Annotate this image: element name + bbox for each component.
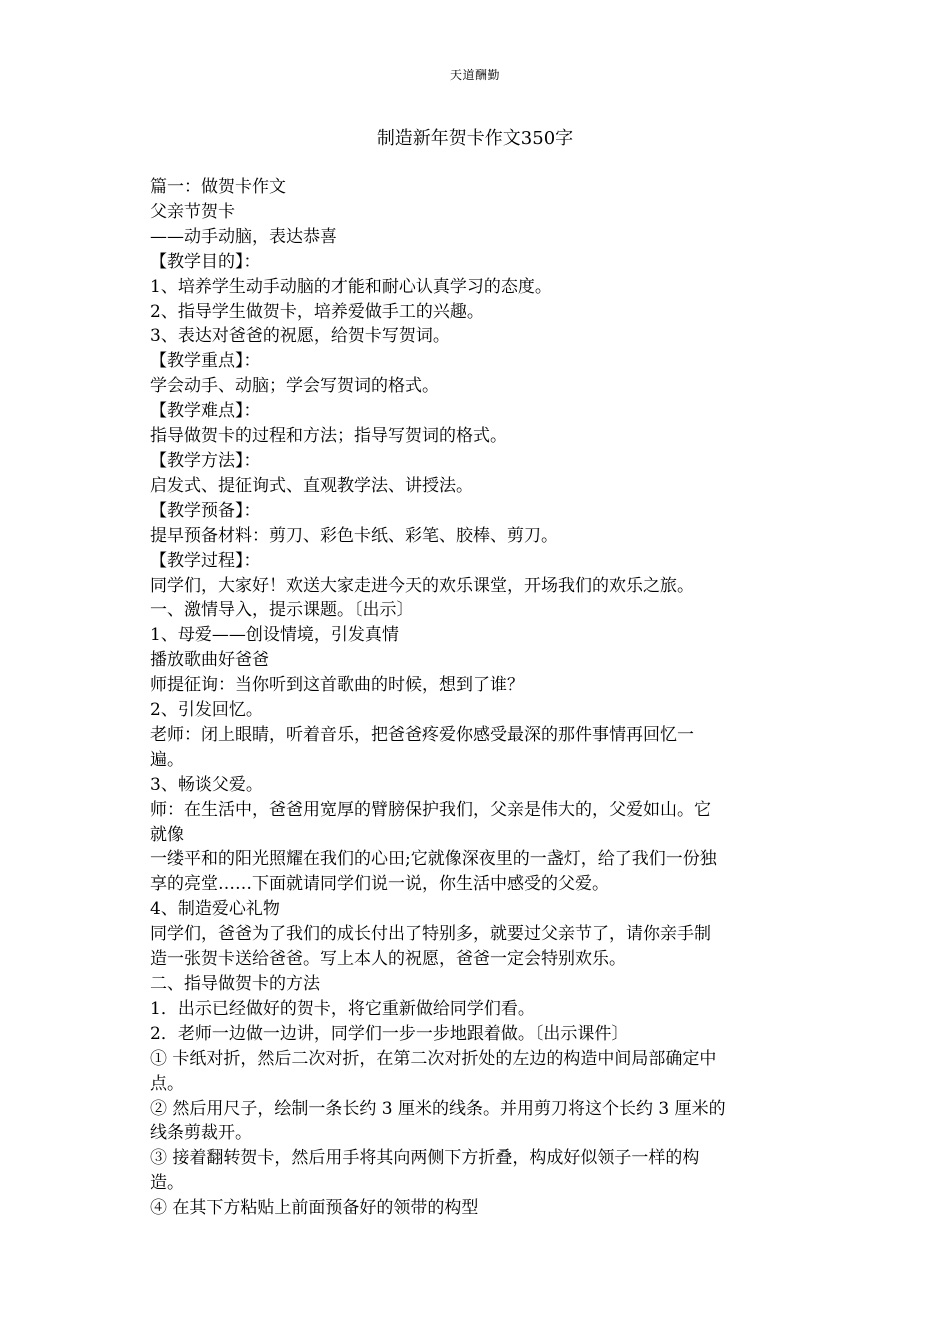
text-line: 【教学难点】： xyxy=(150,401,261,422)
text-line: 老师：闭上眼睛，听着音乐，把爸爸疼爱你感受最深的那件事情再回忆一 xyxy=(150,724,694,745)
text-line: ② 然后用尺子，绘制一条长约 3 厘米的线条。并用剪刀将这个长约 3 厘米的 xyxy=(150,1098,726,1119)
text-line: ④ 在其下方粘贴上前面预备好的领带的构型 xyxy=(150,1198,479,1219)
text-line: 【教学方法】： xyxy=(150,450,261,471)
text-line: 1、母爱——创设情境，引发真情 xyxy=(150,625,399,646)
text-line: 就像 xyxy=(150,824,184,845)
text-line: 同学们，爸爸为了我们的成长付出了特别多，就要过父亲节了，请你亲手制 xyxy=(150,924,711,945)
text-line: 3、表达对爸爸的祝愿，给贺卡写贺词。 xyxy=(150,326,450,347)
page-header: 天道酬勤 xyxy=(449,68,500,82)
text-line: 【教学预备】： xyxy=(150,500,261,521)
text-line: 提早预备材料：剪刀、彩色卡纸、彩笔、胶棒、剪刀。 xyxy=(150,525,558,546)
text-line: 遍。 xyxy=(150,749,184,770)
document-title: 制造新年贺卡作文350字 xyxy=(376,128,574,149)
text-line: ① 卡纸对折，然后二次对折，在第二次对折处的左边的构造中间局部确定中 xyxy=(150,1048,717,1069)
text-line: 启发式、提征询式、直观教学法、讲授法。 xyxy=(150,475,473,496)
text-line: 指导做贺卡的过程和方法；指导写贺词的格式。 xyxy=(150,426,507,447)
text-line: 3、畅谈父爱。 xyxy=(150,774,263,795)
text-line: 学会动手、动脑；学会写贺词的格式。 xyxy=(150,376,439,397)
text-line: 【教学过程】： xyxy=(150,550,261,571)
text-line: 一缕平和的阳光照耀在我们的心田;它就像深夜里的一盏灯，给了我们一份独 xyxy=(150,849,717,870)
text-line: 4、制造爱心礼物 xyxy=(150,899,280,920)
text-line: 师：在生活中，爸爸用宽厚的臂膀保护我们，父亲是伟大的，父爱如山。它 xyxy=(150,799,711,820)
text-line: 1．出示已经做好的贺卡，将它重新做给同学们看。 xyxy=(150,998,535,1019)
text-line: 父亲节贺卡 xyxy=(150,201,235,222)
document-body xyxy=(150,175,798,1221)
text-line: 2、引发回忆。 xyxy=(150,700,263,721)
text-line: ③ 接着翻转贺卡，然后用手将其向两侧下方折叠，构成好似领子一样的构 xyxy=(150,1148,700,1169)
text-line: 2、指导学生做贺卡，培养爱做手工的兴趣。 xyxy=(150,301,484,322)
text-line: 造一张贺卡送给爸爸。写上本人的祝愿，爸爸一定会特别欢乐。 xyxy=(150,949,626,970)
text-line: 同学们，大家好！欢送大家走进今天的欢乐课堂，开场我们的欢乐之旅。 xyxy=(150,575,694,596)
text-line: 播放歌曲好爸爸 xyxy=(150,650,269,671)
text-line: 点。 xyxy=(150,1073,184,1094)
text-line: 一、激情导入，提示课题。〔出示〕 xyxy=(150,600,414,621)
text-line: 篇一：做贺卡作文 xyxy=(150,177,286,197)
text-line: 【教学重点】： xyxy=(150,351,261,372)
text-line: 造。 xyxy=(150,1173,184,1194)
text-line: 【教学目的】： xyxy=(150,251,261,272)
text-line: 二、指导做贺卡的方法 xyxy=(150,974,320,994)
text-line: 2．老师一边做一边讲，同学们一步一步地跟着做。〔出示课件〕 xyxy=(150,1023,629,1044)
text-line: 1、培养学生动手动脑的才能和耐心认真学习的态度。 xyxy=(150,276,552,297)
text-line: 师提征询：当你听到这首歌曲的时候，想到了谁？ xyxy=(150,675,524,696)
text-line: 享的亮堂……下面就请同学们说一说，你生活中感受的父爱。 xyxy=(150,874,609,895)
text-line: 线条剪裁开。 xyxy=(150,1123,252,1144)
text-line: ——动手动脑，表达恭喜 xyxy=(150,226,337,247)
